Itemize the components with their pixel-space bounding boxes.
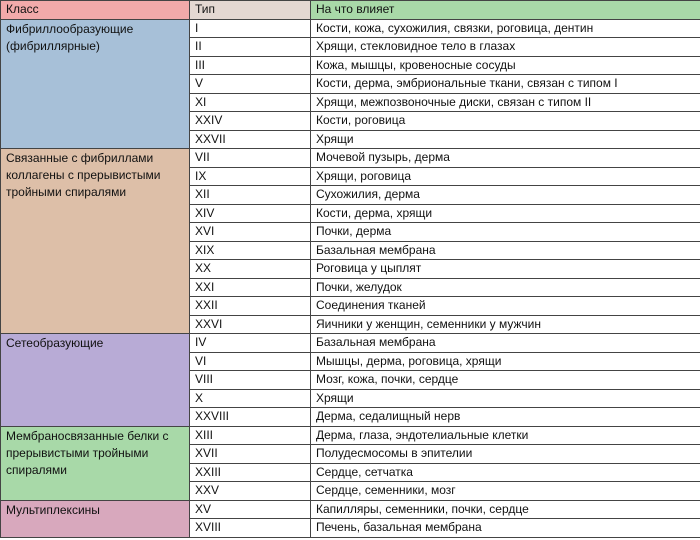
type-cell: IX [190, 167, 311, 186]
affects-cell: Сердце, сетчатка [311, 463, 700, 482]
affects-cell: Хрящи, роговица [311, 167, 700, 186]
class-label: Мембраносвязанные белки с прерывистыми тройными спиралями [6, 428, 169, 477]
affects-cell: Кости, дерма, хрящи [311, 204, 700, 223]
type-cell: XXVIII [190, 408, 311, 427]
type-cell: VI [190, 352, 311, 371]
affects-cell: Кости, дерма, эмбриональные ткани, связан с типом I [311, 75, 700, 94]
header-type: Тип [190, 1, 311, 20]
affects-cell: Мозг, кожа, почки, сердце [311, 371, 700, 390]
type-cell: X [190, 389, 311, 408]
affects-cell: Сухожилия, дерма [311, 186, 700, 205]
affects-cell: Полудесмосомы в эпителии [311, 445, 700, 464]
type-cell: VIII [190, 371, 311, 390]
header-class: Класс [1, 1, 190, 20]
type-cell: XVIII [190, 519, 311, 538]
table-body [1, 19, 700, 537]
table-row [1, 19, 700, 38]
table-row [1, 426, 700, 445]
affects-cell: Мочевой пузырь, дерма [311, 149, 700, 168]
type-cell: XIV [190, 204, 311, 223]
affects-cell: Базальная мембрана [311, 241, 700, 260]
type-cell: XI [190, 93, 311, 112]
class-label: Фибриллообразующие (фибриллярные) [6, 21, 134, 53]
table-row [1, 500, 700, 519]
affects-cell: Кожа, мышцы, кровеносные сосуды [311, 56, 700, 75]
class-label: Сетеобразующие [6, 336, 104, 350]
affects-cell: Базальная мембрана [311, 334, 700, 353]
affects-cell: Печень, базальная мембрана [311, 519, 700, 538]
type-cell: XX [190, 260, 311, 279]
type-cell: XXII [190, 297, 311, 316]
affects-cell: Соединения тканей [311, 297, 700, 316]
affects-cell: Хрящи, стекловидное тело в глазах [311, 38, 700, 57]
affects-cell: Кости, кожа, сухожилия, связки, роговица, дентин [311, 19, 700, 38]
class-cell [1, 426, 190, 500]
table-row [1, 149, 700, 168]
affects-cell: Хрящи [311, 389, 700, 408]
type-cell: VII [190, 149, 311, 168]
type-cell: XXIII [190, 463, 311, 482]
type-cell: XVI [190, 223, 311, 242]
type-cell: XXI [190, 278, 311, 297]
type-cell: XXIV [190, 112, 311, 131]
affects-cell: Хрящи [311, 130, 700, 149]
type-cell: II [190, 38, 311, 57]
affects-cell: Кости, роговица [311, 112, 700, 131]
type-cell: IV [190, 334, 311, 353]
type-cell: XIX [190, 241, 311, 260]
class-cell [1, 334, 190, 427]
type-cell: XXV [190, 482, 311, 501]
affects-cell: Почки, желудок [311, 278, 700, 297]
affects-cell: Яичники у женщин, семенники у мужчин [311, 315, 700, 334]
affects-cell: Сердце, семенники, мозг [311, 482, 700, 501]
affects-cell: Почки, дерма [311, 223, 700, 242]
affects-cell: Хрящи, межпозвоночные диски, связан с типом II [311, 93, 700, 112]
type-cell: XVII [190, 445, 311, 464]
type-cell: XXVII [190, 130, 311, 149]
affects-cell: Капилляры, семенники, почки, сердце [311, 500, 700, 519]
class-cell [1, 149, 190, 334]
header-row [1, 1, 700, 20]
class-label: Связанные с фибриллами коллагены с прерывистыми тройными спиралями [6, 151, 161, 199]
type-cell: XV [190, 500, 311, 519]
class-label: Мультиплексины [6, 502, 100, 517]
class-cell [1, 500, 190, 537]
affects-cell: Мышцы, дерма, роговица, хрящи [311, 352, 700, 371]
affects-cell: Роговица у цыплят [311, 260, 700, 279]
affects-cell: Дерма, глаза, эндотелиальные клетки [311, 426, 700, 445]
type-cell: I [190, 19, 311, 38]
class-cell [1, 19, 190, 149]
type-cell: XIII [190, 426, 311, 445]
affects-cell: Дерма, седалищный нерв [311, 408, 700, 427]
type-cell: V [190, 75, 311, 94]
header-affects: На что влияет [311, 1, 700, 20]
type-cell: XXVI [190, 315, 311, 334]
type-cell: III [190, 56, 311, 75]
table-row [1, 334, 700, 353]
type-cell: XII [190, 186, 311, 205]
